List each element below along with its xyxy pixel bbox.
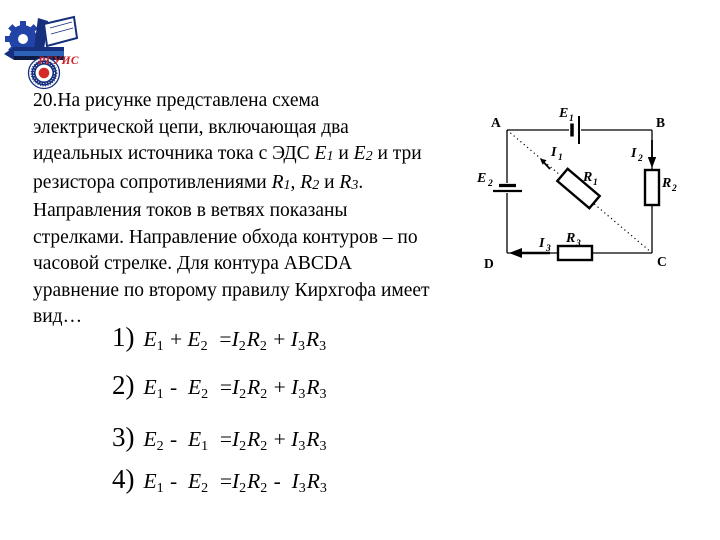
label-r1-sub: 1 — [593, 178, 598, 188]
label-r2-sub: 2 — [672, 184, 677, 194]
option-equation: E1 - E2 =I2R2 + I3R3 — [143, 375, 327, 402]
label-i2-sub: 2 — [638, 154, 643, 164]
question-text-line: резистора сопротивлениями R1, R2 и R3. — [33, 171, 364, 193]
answer-option-2 — [112, 370, 327, 401]
current-arrow-i2 — [648, 140, 656, 168]
label-r1: R — [583, 170, 593, 185]
label-i3-sub: 3 — [546, 244, 551, 254]
question-text-line: стрелками. Направление обхода контуров – по — [33, 226, 418, 248]
option-number: 3) — [112, 422, 135, 452]
current-arrow-i1 — [540, 159, 550, 170]
question-text-line: идеальных источника тока с ЭДС E1 и E2 и три — [33, 143, 422, 164]
question-text-line: Направления токов в ветвях показаны — [33, 200, 348, 221]
logo-text: РГУИС — [38, 55, 80, 67]
node-label-d: D — [484, 256, 494, 271]
answer-option-4 — [112, 464, 328, 495]
question-text-line: вид… — [33, 306, 83, 327]
option-number: 2) — [112, 370, 135, 400]
option-equation: E1 + E2 =I2R2 + I3R3 — [143, 327, 327, 354]
resistor-r3 — [558, 246, 592, 260]
option-number: 1) — [112, 322, 135, 352]
node-label-c: C — [657, 254, 667, 269]
label-r3: R — [566, 231, 576, 246]
question-text-line: уравнение по второму правилу Кирхгофа имеет — [33, 279, 430, 301]
label-i3: I — [539, 236, 545, 251]
label-i1-sub: 1 — [558, 153, 563, 163]
resistor-r2 — [645, 170, 659, 205]
option-number: 4) — [112, 464, 135, 494]
book-icon — [34, 17, 77, 50]
label-e2: E — [477, 171, 487, 186]
resistor-r1 — [557, 169, 599, 208]
question-text — [33, 88, 430, 331]
node-label-a: A — [491, 115, 501, 130]
question-text-line: электрической цепи, включающая два — [33, 116, 349, 138]
label-e1: E — [559, 106, 569, 121]
battery-e2 — [493, 186, 522, 192]
option-equation: E2 - E1 =I2R2 + I3R3 — [143, 427, 327, 454]
node-label-b: B — [656, 115, 666, 130]
label-e2-sub: 2 — [488, 179, 493, 189]
circuit-diagram — [455, 90, 720, 280]
university-logo — [4, 8, 84, 92]
label-i2: I — [631, 146, 637, 161]
label-r2: R — [662, 176, 672, 191]
question-text-line: 20.На рисунке представлена схема — [33, 90, 320, 111]
option-equation: E1 - E2 =I2R2 - I3R3 — [143, 469, 327, 496]
label-r3-sub: 3 — [576, 239, 581, 249]
label-e1-sub: 1 — [569, 114, 574, 124]
answer-option-1 — [112, 322, 327, 353]
label-i1: I — [551, 145, 557, 160]
question-text-line: часовой стрелке. Для контура ABCDA — [33, 253, 353, 274]
answer-option-3 — [112, 422, 327, 453]
